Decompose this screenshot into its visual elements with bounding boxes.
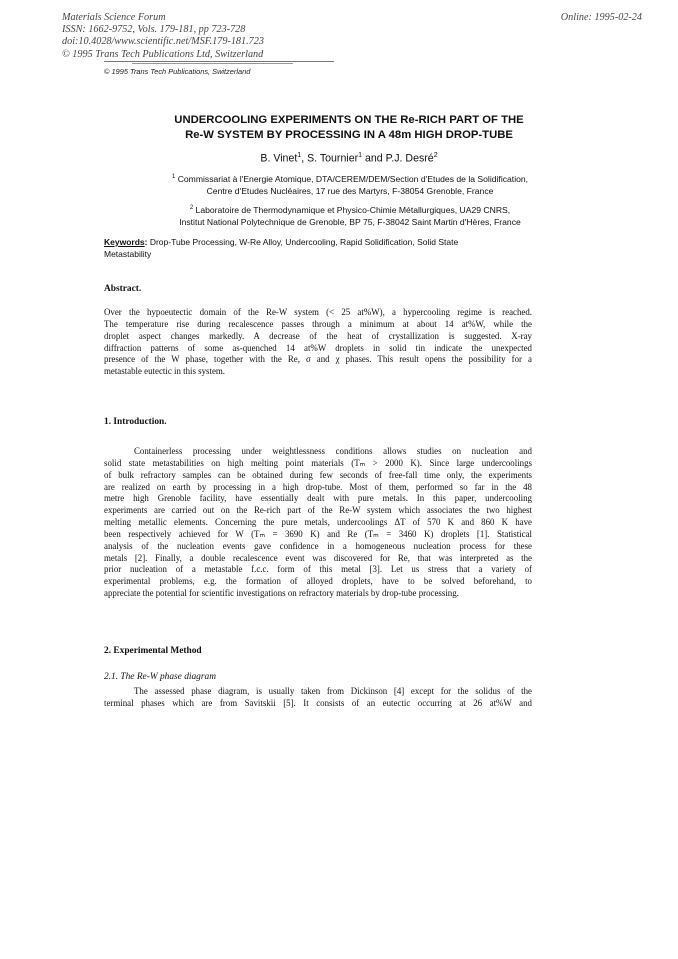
doi-line[interactable]: doi:10.4028/www.scientific.net/MSF.179-181.723 [62, 36, 264, 48]
affiliation-line: Institut National Polytechnique de Grenoble, BP 75, F-38042 Saint Martin d'Hères, France [179, 216, 521, 227]
online-date: Online: 1995-02-24 [560, 12, 642, 23]
introduction-line: prior nucleation of a metastable f.c.c. form of this metal [3]. Let us stress that a variety of [104, 564, 532, 575]
introduction-heading: 1. Introduction. [104, 417, 167, 427]
introduction-line: experimental problems, e.g. the formation of alloyed droplets, have to be solved beforehand, to [104, 576, 532, 587]
method-heading: 2. Experimental Method [104, 646, 202, 656]
author-3: P.J. Desré [385, 152, 434, 165]
author-separator: and [362, 152, 386, 165]
abstract-body [104, 307, 532, 378]
introduction-line: analysis of the nucleation events gave confidence in a homogeneous nucleation process for these [104, 540, 532, 551]
publisher-line: © 1995 Trans Tech Publications, Switzerland [104, 67, 251, 76]
copyright-line: © 1995 Trans Tech Publications Ltd, Switzerland [62, 48, 264, 60]
abstract-line: The temperature rise during recalescence passes through a minimum at about 14 at%W, while the [104, 318, 532, 329]
method-body [104, 686, 532, 710]
method-line: terminal phases which are from Savitskii [5]. It consists of an eutectic occurring at 26 at%W and [104, 697, 532, 708]
introduction-line: Containerless processing under weightlessness conditions allows studies on nucleation and [134, 446, 532, 456]
issn-line: ISSN: 1662-9752, Vols. 179-181, pp 723-728 [62, 24, 246, 36]
abstract-line: Over the hypoeutectic domain of the Re-W system (< 25 at%W), a hypercooling regime is reached. [104, 307, 532, 317]
keywords-list-cont: Metastability [104, 248, 152, 259]
introduction-line: solid state metastabilities on high melting point materials (Tₘ > 2000 K). Since large undercoolings [104, 457, 532, 468]
affiliation-1 [92, 172, 608, 197]
abstract-line: droplet aspect changes markedly. A decrease of the heat of crystallization is suggested. X-ray [104, 330, 532, 341]
introduction-line: metals [2]. Finally, a double recalescence event was discovered for Re, that was interpreted as the [104, 552, 532, 563]
affiliation-number: 2 [189, 205, 194, 211]
author-2-affil: 1 [358, 152, 363, 159]
affiliation-number: 1 [171, 174, 176, 180]
author-2: S. Tournier [307, 152, 359, 165]
affiliation-line: Commissariat à l'Energie Atomique, DTA/CEREM/DEM/Section d'Etudes de la Solidification, [177, 173, 529, 184]
author-3-affil: 2 [433, 152, 438, 159]
header-citation [62, 12, 482, 61]
introduction-line: metre high Grenoble facility, have essentially dealt with pure metals. In this paper, undercooling [104, 493, 532, 504]
introduction-line: been respectively achieved for W (Tₘ = 3690 K) and Re (Tₘ = 3460 K) droplets [1]. Statistical [104, 528, 532, 539]
author-separator: , [301, 152, 308, 165]
affiliation-2 [92, 203, 608, 228]
abstract-heading: Abstract. [104, 284, 142, 294]
abstract-line: diffraction patterns of some as-quenched 14 at%W droplets in solid tin indicate the unexpected [104, 342, 532, 353]
introduction-line: appreciate the potential for scientific investigations on refractory materials by drop-tube processing. [104, 588, 459, 599]
keywords-colon: : [144, 237, 148, 247]
title-line-2: Re-W SYSTEM BY PROCESSING IN A 48m HIGH DROP-TUBE [185, 129, 513, 141]
journal-name: Materials Science Forum [62, 12, 166, 23]
keywords-list: Drop-Tube Processing, W-Re Alloy, Undercooling, Rapid Solidification, Solid State [147, 237, 459, 247]
affiliation-line: Laboratoire de Thermodynamique et Physico-Chimie Métallurgiques, UA29 CNRS, [195, 204, 511, 215]
introduction-line: experiments are carried out on the Re-rich part of the Re-W system which associates the two highest [104, 505, 532, 516]
abstract-line: presence of the W phase, together with the Re, σ and χ phases. This result opens the possibility for a [104, 354, 532, 365]
scan-overprint-artifact [104, 60, 334, 64]
introduction-line: melting metallic elements. Concerning the pure metals, undercoolings ΔT of 570 K and 860 K have [104, 517, 532, 528]
paper-title [110, 113, 588, 143]
author-1-affil: 1 [297, 152, 302, 159]
keywords [104, 237, 534, 260]
author-1: B. Vinet [260, 152, 298, 165]
introduction-body [104, 446, 532, 600]
author-list [110, 152, 588, 165]
affiliation-line: Centre d'Etudes Nucléaires, 17 rue des Martyrs, F-38054 Grenoble, France [206, 185, 494, 196]
method-line: The assessed phase diagram, is usually taken from Dickinson [4] except for the solidus of the [134, 686, 532, 696]
introduction-line: of bulk refractory samples can be obtained during few seconds of free-fall time only, the experiments [104, 469, 532, 480]
abstract-line: metastable eutectic in this system. [104, 366, 226, 377]
method-subheading: 2.1. The Re-W phase diagram [104, 672, 216, 682]
title-line-1: UNDERCOOLING EXPERIMENTS ON THE Re-RICH PART OF THE [174, 114, 524, 126]
introduction-line: are realized on earth by processing in a high drop-tube. Most of them, performed so far in the 48 [104, 481, 532, 492]
keywords-label: Keywords [104, 237, 145, 247]
